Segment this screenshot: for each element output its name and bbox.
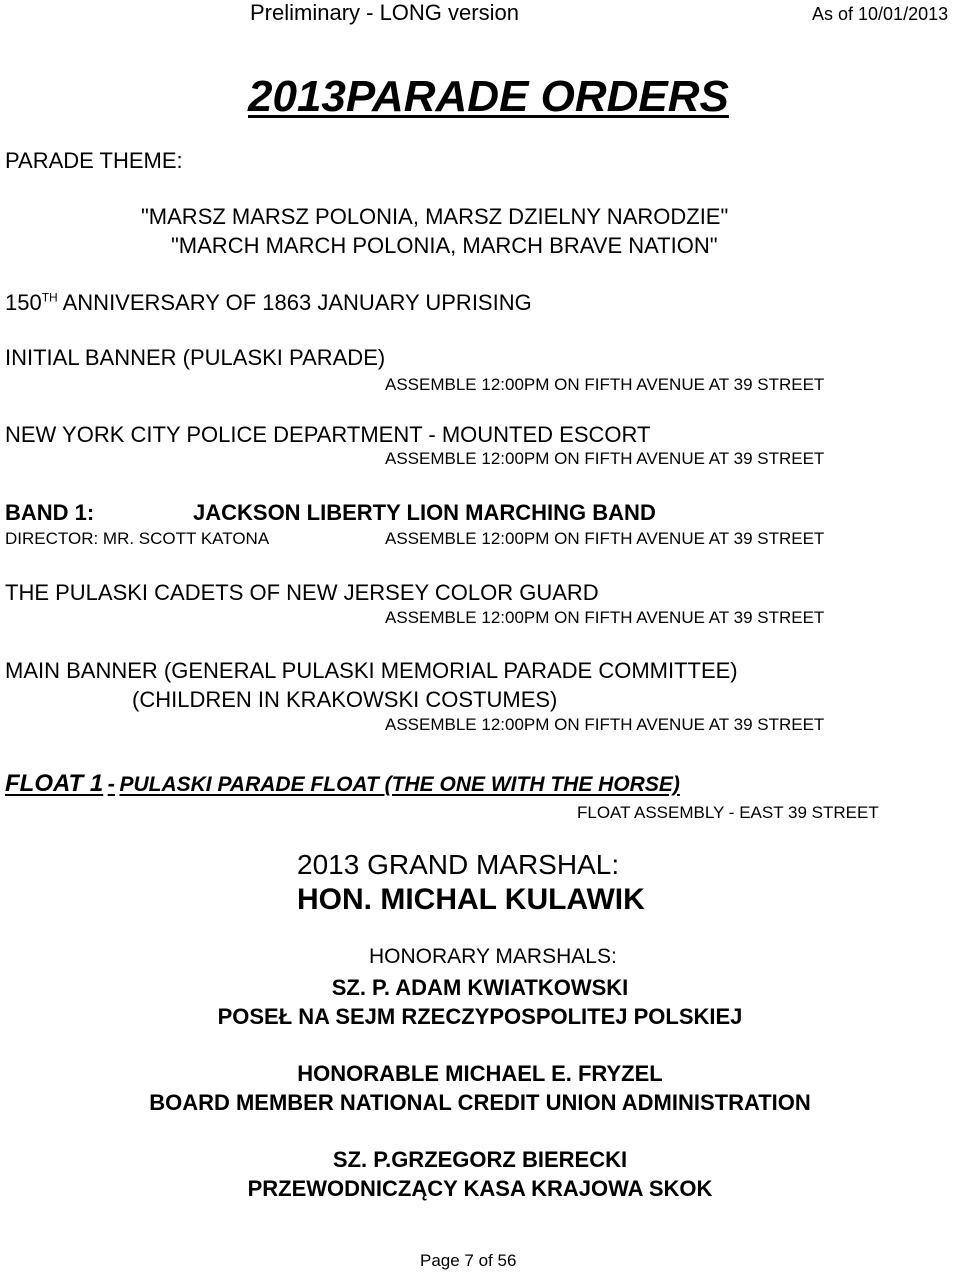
escort-assemble: ASSEMBLE 12:00PM ON FIFTH AVENUE AT 39 STREET <box>385 449 825 468</box>
main-banner-sub: (CHILDREN IN KRAKOWSKI COSTUMES) <box>132 687 558 712</box>
theme-line-polish: "MARSZ MARSZ POLONIA, MARSZ DZIELNY NARODZIE" <box>141 204 729 229</box>
page-number: Page 7 of 56 <box>420 1251 517 1270</box>
theme-label: PARADE THEME: <box>5 148 183 173</box>
as-of-date: As of 10/01/2013 <box>812 4 949 24</box>
band1-director: DIRECTOR: MR. SCOTT KATONA <box>5 529 270 548</box>
version-label: Preliminary - LONG version <box>250 0 519 25</box>
honorary-label: HONORARY MARSHALS: <box>369 945 617 968</box>
anniversary-number: 150 <box>5 290 42 315</box>
honorary-name-2: HONORABLE MICHAEL E. FRYZEL <box>297 1061 663 1086</box>
honorary-name-3: SZ. P.GRZEGORZ BIERECKI <box>332 1147 628 1172</box>
main-banner-assemble: ASSEMBLE 12:00PM ON FIFTH AVENUE AT 39 STREET <box>385 715 825 734</box>
honorary-name-1: SZ. P. ADAM KWIATKOWSKI <box>331 975 629 1000</box>
initial-banner-name: INITIAL BANNER (PULASKI PARADE) <box>5 345 386 370</box>
theme-line-english: "MARCH MARCH POLONIA, MARCH BRAVE NATION" <box>171 233 718 258</box>
honorary-title-2: BOARD MEMBER NATIONAL CREDIT UNION ADMINISTRATION <box>149 1090 811 1115</box>
grand-marshal-label: 2013 GRAND MARSHAL: <box>297 849 620 880</box>
page-title: 2013PARADE ORDERS <box>248 72 729 121</box>
anniversary-line <box>5 290 532 316</box>
escort-name: NEW YORK CITY POLICE DEPARTMENT - MOUNTED ESCORT <box>5 422 651 447</box>
anniversary-suffix: TH <box>41 290 58 305</box>
float1-heading <box>5 770 680 798</box>
honorary-title-3: PRZEWODNICZĄCY KASA KRAJOWA SKOK <box>247 1176 713 1201</box>
band1-name: JACKSON LIBERTY LION MARCHING BAND <box>193 500 656 525</box>
band1-label: BAND 1: <box>5 500 95 525</box>
cadets-name: THE PULASKI CADETS OF NEW JERSEY COLOR GUARD <box>5 580 599 605</box>
main-banner-name: MAIN BANNER (GENERAL PULASKI MEMORIAL PARADE COMMITTEE) <box>5 658 738 683</box>
float1-dash: - <box>107 771 115 796</box>
float1-assembly: FLOAT ASSEMBLY - EAST 39 STREET <box>577 803 879 822</box>
float1-label: FLOAT 1 <box>5 770 104 797</box>
band1-assemble: ASSEMBLE 12:00PM ON FIFTH AVENUE AT 39 STREET <box>385 529 825 548</box>
float1-name: PULASKI PARADE FLOAT (THE ONE WITH THE HORSE) <box>119 773 680 796</box>
anniversary-text: ANNIVERSARY OF 1863 JANUARY UPRISING <box>62 290 532 315</box>
cadets-assemble: ASSEMBLE 12:00PM ON FIFTH AVENUE AT 39 STREET <box>385 608 825 627</box>
grand-marshal-name: HON. MICHAL KULAWIK <box>297 883 645 916</box>
initial-banner-assemble: ASSEMBLE 12:00PM ON FIFTH AVENUE AT 39 STREET <box>385 375 825 394</box>
honorary-title-1: POSEŁ NA SEJM RZECZYPOSPOLITEJ POLSKIEJ <box>217 1004 743 1029</box>
